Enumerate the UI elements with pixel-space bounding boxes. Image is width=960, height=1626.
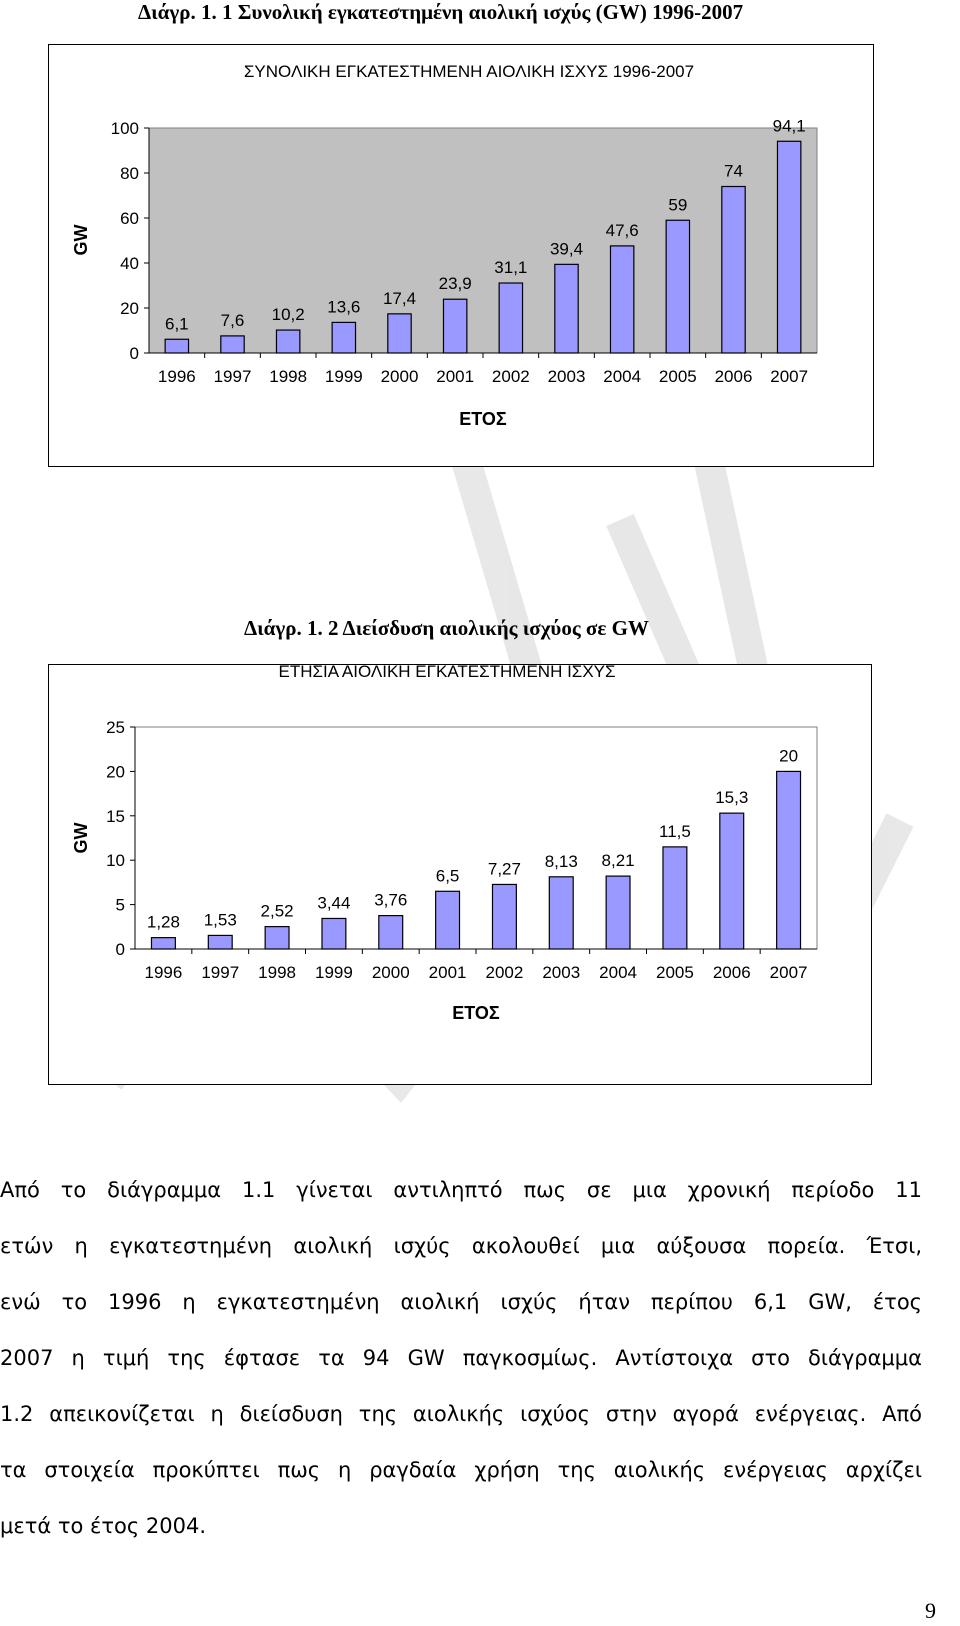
- x-tick-label: 1996: [144, 963, 183, 982]
- body-line: ετών η εγκατεστημένη αιολική ισχύς ακολουθεί μια αύξουσα πορεία. Έτσι,: [0, 1234, 922, 1258]
- bar: [555, 264, 578, 353]
- data-label: 39,4: [549, 239, 584, 259]
- figure-caption-1: Διάγρ. 1. 1 Συνολική εγκατεστημένη αιολική ισχύς (GW) 1996-2007: [138, 0, 744, 24]
- bar: [777, 141, 800, 353]
- page-number: 9: [925, 1598, 936, 1623]
- body-paragraph: [0, 1162, 922, 1554]
- data-label: 8,13: [544, 851, 578, 871]
- x-tick-label: 2002: [485, 963, 524, 982]
- data-label: 1,53: [203, 910, 237, 930]
- chart-1-svg: [49, 45, 873, 466]
- bar: [722, 187, 745, 354]
- body-line: τα στοιχεία προκύπτει πως η ραγδαία χρήση της αιολικής ενέργειας αρχίζει: [0, 1458, 922, 1482]
- data-label: 2,52: [260, 901, 294, 921]
- data-label: 20: [779, 746, 799, 766]
- y-axis-title: GW: [71, 224, 91, 256]
- bar: [666, 220, 689, 353]
- x-tick-label: 1996: [157, 367, 196, 386]
- y-tick-label: 20: [106, 762, 125, 782]
- bar: [492, 884, 516, 949]
- data-label: 6,5: [435, 866, 460, 886]
- data-label: 74: [724, 161, 743, 181]
- chart-2-svg: [49, 662, 871, 1084]
- y-tick-label: 20: [120, 299, 139, 318]
- bar: [443, 299, 466, 353]
- chart-title: ΕΤΗΣΙΑ ΑΙΟΛΙΚΗ ΕΓΚΑΤΕΣΤΗΜΕΝΗ ΙΣΧΥΣ: [278, 662, 616, 681]
- x-tick-label: 2002: [491, 367, 530, 386]
- y-tick-label: 0: [115, 940, 125, 959]
- bar: [276, 330, 299, 353]
- bar: [388, 314, 411, 353]
- x-tick-label: 2004: [599, 963, 637, 982]
- x-tick-label: 1999: [324, 367, 363, 386]
- y-tick-label: 10: [106, 851, 125, 871]
- bar: [720, 813, 744, 949]
- bar: [165, 339, 188, 353]
- x-tick-label: 2006: [714, 367, 753, 386]
- bar: [610, 246, 633, 353]
- y-tick-label: 5: [115, 895, 125, 915]
- bar: [151, 938, 175, 949]
- bar: [332, 322, 355, 353]
- data-label: 3,76: [374, 890, 408, 910]
- chart-annual-installed-capacity: [48, 664, 872, 1085]
- x-axis-title: ΕΤΟΣ: [459, 409, 507, 429]
- bar: [265, 927, 289, 949]
- x-tick-label: 2005: [658, 367, 697, 386]
- chart-title: ΣΥΝΟΛΙΚΗ ΕΓΚΑΤΕΣΤΗΜΕΝΗ ΑΙΟΛΙΚΗ ΙΣΧΥΣ 1996-2007: [243, 62, 695, 81]
- data-label: 11,5: [659, 821, 691, 841]
- data-label: 23,9: [438, 274, 472, 294]
- body-line: 2007 η τιμή της έφτασε τα 94 GW παγκοσμίως. Αντίστοιχα στο διάγραμμα: [0, 1346, 922, 1370]
- bar: [221, 336, 244, 353]
- y-tick-label: 60: [120, 209, 139, 228]
- y-tick-label: 0: [129, 344, 139, 363]
- body-line: Από το διάγραμμα 1.1 γίνεται αντιληπτό πως σε μια χρονική περίοδο 11: [0, 1178, 922, 1202]
- bar: [208, 935, 232, 949]
- body-line: 1.2 απεικονίζεται η διείσδυση της αιολικής ισχύος στην αγορά ενέργειας. Από: [0, 1402, 922, 1426]
- body-line: ενώ το 1996 η εγκατεστημένη αιολική ισχύς ήταν περίπου 6,1 GW, έτος: [0, 1290, 922, 1314]
- data-label: 10,2: [271, 305, 305, 325]
- figure-caption-2: Διάγρ. 1. 2 Διείσδυση αιολικής ισχύος σε GW: [244, 616, 649, 640]
- x-tick-label: 2000: [380, 367, 419, 386]
- data-label: 3,44: [317, 893, 351, 913]
- data-label: 7,6: [220, 310, 245, 330]
- x-tick-label: 2003: [547, 367, 586, 386]
- y-tick-label: 40: [120, 254, 139, 273]
- data-label: 47,6: [605, 220, 639, 240]
- data-label: 17,4: [382, 288, 417, 308]
- chart-total-installed-capacity: [48, 44, 874, 467]
- data-label: 1,28: [146, 912, 180, 932]
- x-tick-label: 1997: [201, 963, 240, 982]
- data-label: 94,1: [772, 116, 806, 136]
- x-tick-label: 2003: [542, 963, 581, 982]
- data-label: 31,1: [494, 258, 528, 278]
- x-tick-label: 2005: [656, 963, 694, 982]
- data-label: 59: [668, 195, 688, 215]
- bar: [322, 918, 346, 949]
- data-label: 13,6: [327, 297, 361, 317]
- x-tick-label: 2004: [603, 367, 642, 386]
- x-tick-label: 1997: [213, 367, 252, 386]
- plot-area: [135, 727, 817, 949]
- bar: [663, 847, 687, 949]
- y-tick-label: 25: [106, 718, 125, 737]
- y-tick-label: 100: [110, 119, 139, 138]
- plot-area: [149, 128, 817, 353]
- y-tick-label: 80: [120, 164, 139, 183]
- data-label: 15,3: [715, 788, 749, 808]
- x-tick-label: 2007: [769, 963, 808, 982]
- bar: [777, 771, 801, 949]
- x-axis-title: ΕΤΟΣ: [452, 1003, 500, 1023]
- bar: [436, 891, 460, 949]
- x-tick-label: 2000: [371, 963, 410, 982]
- x-tick-label: 1998: [269, 367, 308, 386]
- y-tick-label: 15: [106, 806, 125, 826]
- data-label: 6,1: [165, 314, 189, 334]
- bar: [379, 916, 403, 949]
- x-tick-label: 2006: [712, 963, 751, 982]
- x-tick-label: 2007: [770, 367, 809, 386]
- body-line: μετά το έτος 2004.: [0, 1514, 207, 1538]
- x-tick-label: 1998: [258, 963, 296, 982]
- data-label: 8,21: [601, 851, 635, 871]
- bar: [549, 877, 573, 949]
- x-tick-label: 1999: [315, 963, 353, 982]
- data-label: 7,27: [487, 859, 521, 879]
- bar: [606, 876, 630, 949]
- x-tick-label: 2001: [428, 963, 467, 982]
- x-tick-label: 2001: [436, 367, 475, 386]
- y-axis-title: GW: [71, 822, 91, 854]
- bar: [499, 283, 522, 353]
